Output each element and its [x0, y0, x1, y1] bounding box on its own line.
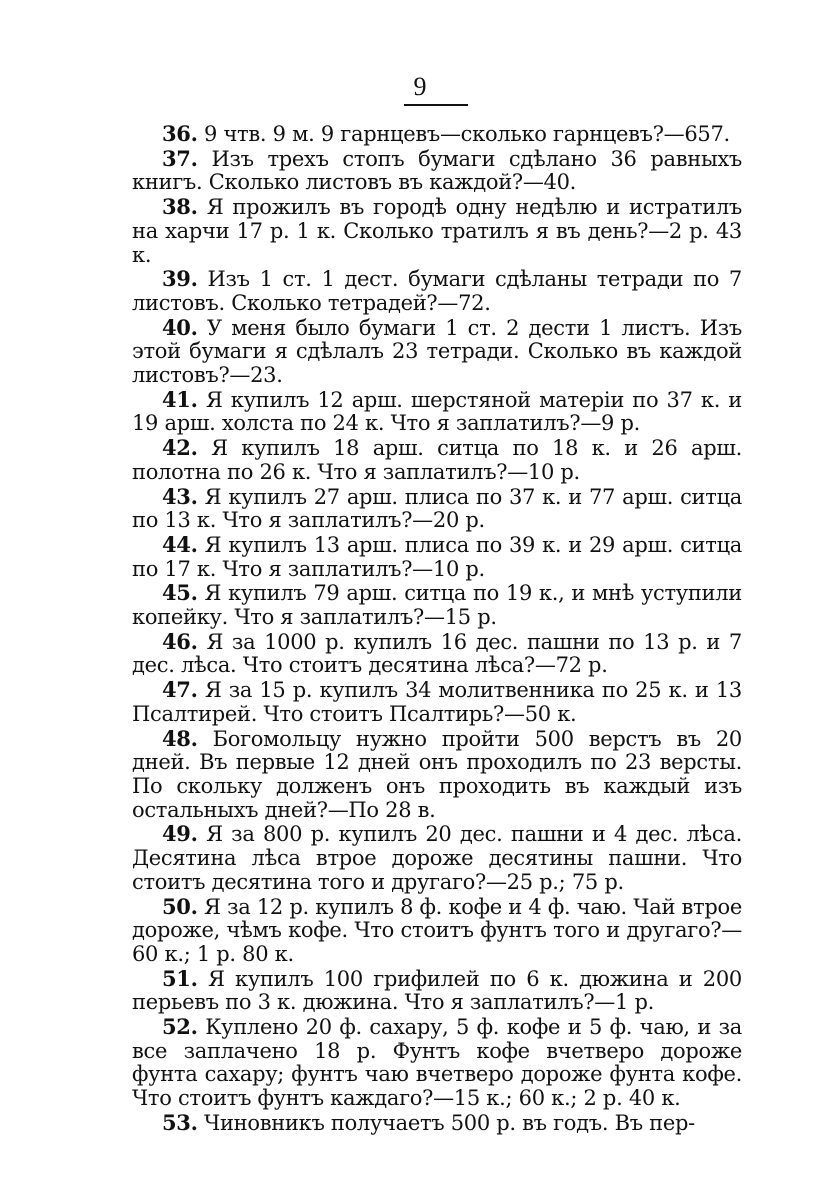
problem-number: 51. — [162, 965, 198, 991]
problem-text: Изъ 1 ст. 1 дест. бумаги сдѣланы тетради по 7 листовъ. Сколько тетрадей?—72. — [132, 267, 742, 315]
problem-number: 40. — [162, 314, 198, 340]
problem-50 — [132, 895, 742, 967]
problem-40 — [132, 316, 742, 388]
problem-49 — [132, 822, 742, 894]
problem-text: Я купилъ 79 арш. ситца по 19 к., и мнѣ уступили копейку. Что я заплатилъ?—15 р. — [132, 581, 742, 630]
problem-number: 49. — [162, 821, 198, 847]
problem-number: 48. — [162, 725, 198, 751]
problem-number: 45. — [162, 580, 198, 606]
problem-text: Куплено 20 ф. сахару, 5 ф. кофе и 5 ф. чаю, и за все заплачено 18 р. Фунтъ кофе вчетверо дороже фунта сахару; фунтъ чаю вчетверо дороже фунта кофе. Что стоитъ фунтъ каждаго?—15 к.; 60 к.; 2 р. 40 к. — [132, 1015, 742, 1111]
problem-text: 9 чтв. 9 м. 9 гарнцевъ—сколько гарнцевъ?—657. — [204, 122, 730, 146]
problem-text: Я за 12 р. купилъ 8 ф. кофе и 4 ф. чаю. Чай втрое дороже, чѣмъ кофе. Что стоитъ фунтъ того и другаго?—60 к.; 1 р. 80 к. — [132, 894, 742, 966]
problem-41 — [132, 388, 742, 436]
problem-number: 53. — [162, 1109, 198, 1135]
problem-number: 42. — [162, 435, 198, 461]
problem-52 — [132, 1015, 742, 1111]
problem-37 — [132, 147, 742, 195]
problem-number: 37. — [162, 145, 198, 171]
problem-number: 44. — [162, 531, 198, 557]
problem-44 — [132, 533, 742, 581]
problem-text: У меня было бумаги 1 ст. 2 дести 1 листъ. Изъ этой бумаги я сдѣлалъ 23 тетради. Сколько въ каждой листовъ?—23. — [132, 315, 742, 388]
problem-46 — [132, 630, 742, 678]
problem-number: 43. — [162, 483, 198, 509]
problem-text: Я купилъ 27 арш. плиса по 37 к. и 77 арш. ситца по 13 к. Что я заплатилъ?—20 р. — [132, 484, 742, 533]
page-number: 9 — [413, 72, 427, 101]
problem-53 — [132, 1111, 742, 1136]
page-number-rule — [404, 104, 468, 106]
problem-39 — [132, 267, 742, 315]
problem-text: Чиновникъ получаетъ 500 р. въ годъ. Въ пер- — [204, 1110, 695, 1135]
problem-list — [132, 122, 742, 1136]
problem-number: 38. — [162, 194, 198, 220]
problem-text: Я купилъ 18 арш. ситца по 18 к. и 26 арш. полотна по 26 к. Что я заплатилъ?—10 р. — [132, 436, 742, 484]
problem-text: Я за 1000 р. купилъ 16 дес. пашни по 13 р. и 7 дес. лѣса. Что стоитъ десятина лѣса?—72 р. — [132, 629, 742, 678]
problem-number: 46. — [162, 628, 198, 654]
problem-47 — [132, 678, 742, 726]
problem-text: Я за 800 р. купилъ 20 дес. пашни и 4 дес. лѣса. Десятина лѣса втрое дороже десятины пашни. Что стоитъ десятина того и другаго?—25 р.; 75 р. — [132, 822, 742, 894]
problem-42 — [132, 436, 742, 484]
problem-number: 52. — [162, 1014, 198, 1040]
problem-45 — [132, 581, 742, 629]
problem-51 — [132, 967, 742, 1015]
problem-text: Я за 15 р. купилъ 34 молитвенника по 25 к. и 13 Псалтирей. Что стоитъ Псалтирь?—50 к. — [132, 678, 742, 726]
problem-text: Богомольцу нужно пройти 500 верстъ въ 20 дней. Въ первые 12 дней онъ проходилъ по 23 версты. По скольку долженъ онъ проходить въ каждый изъ остальныхъ дней?—По 28 в. — [132, 726, 742, 822]
problem-number: 50. — [162, 893, 198, 919]
problem-38 — [132, 195, 742, 267]
problem-text: Я купилъ 100 грифилей по 6 к. дюжина и 200 перьевъ по 3 к. дюжина. Что я заплатилъ?—1 р. — [132, 966, 742, 1015]
problem-number: 36. — [162, 121, 198, 146]
problem-48 — [132, 727, 742, 823]
problem-text: Я купилъ 13 арш. плиса по 39 к. и 29 арш. ситца по 17 к. Что я заплатилъ?—10 р. — [132, 532, 742, 581]
problem-number: 39. — [162, 266, 198, 292]
problem-43 — [132, 485, 742, 533]
problem-text: Я прожилъ въ городѣ одну недѣлю и истратилъ на харчи 17 р. 1 к. Сколько тратилъ я въ день?—2 р. 43 к. — [132, 195, 742, 267]
problem-text: Я купилъ 12 арш. шерстяной матеріи по 37 к. и 19 арш. холста по 24 к. Что я заплатилъ?—9 р. — [132, 387, 742, 436]
problem-number: 47. — [162, 677, 198, 703]
problem-text: Изъ трехъ стопъ бумаги сдѣлано 36 равныхъ книгъ. Сколько листовъ въ каждой?—40. — [132, 146, 742, 195]
problem-36 — [132, 122, 742, 147]
problem-number: 41. — [162, 386, 198, 412]
